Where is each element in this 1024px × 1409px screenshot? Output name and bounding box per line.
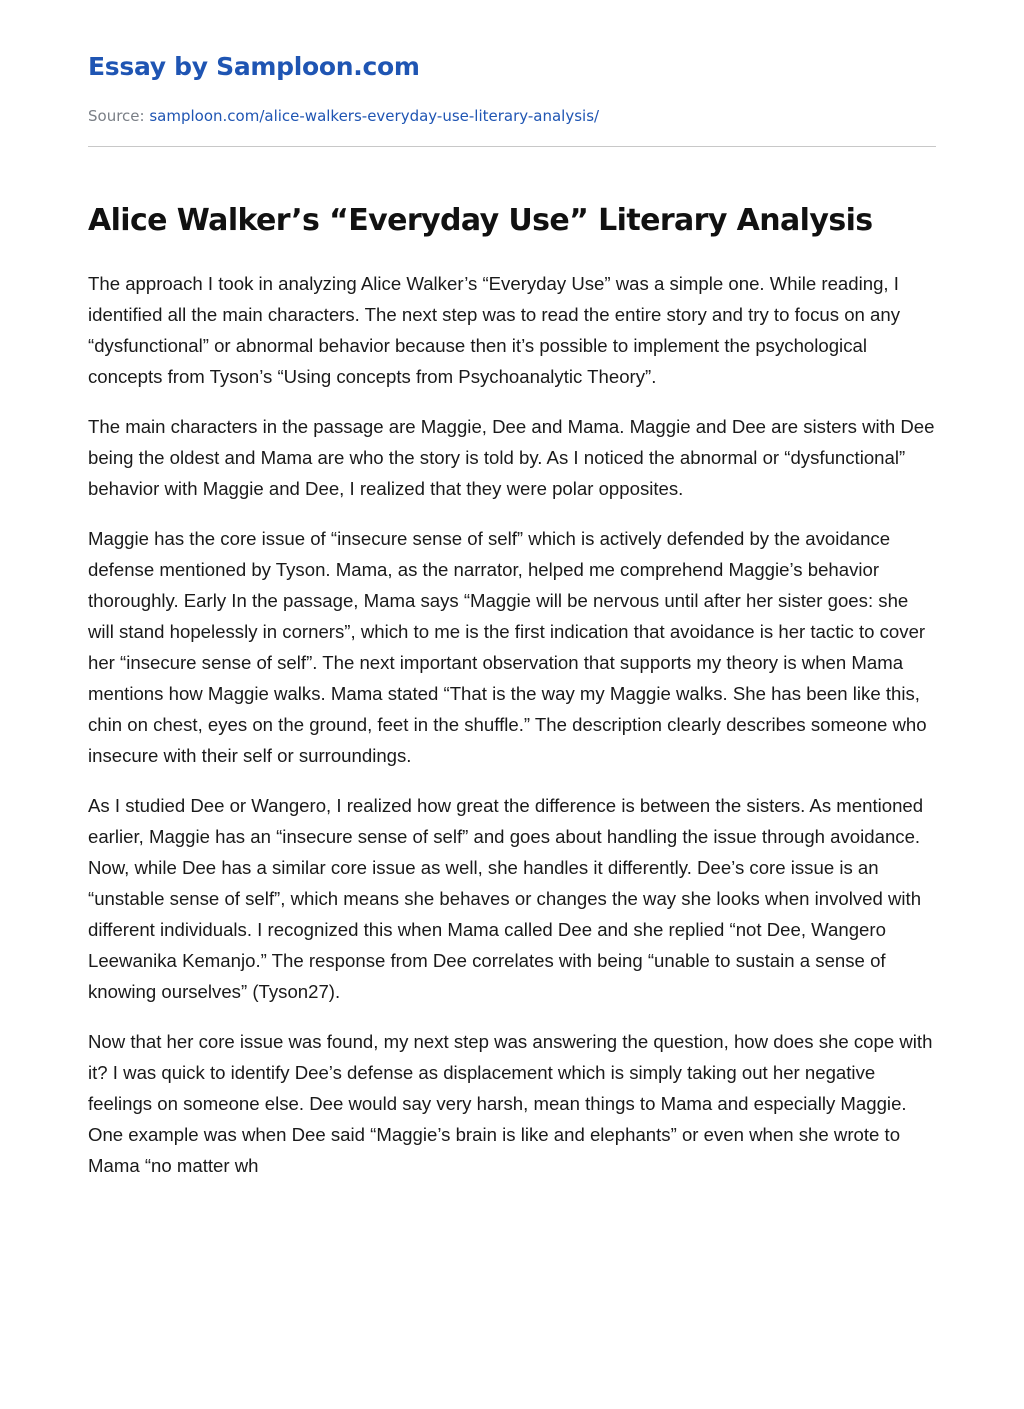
source-label: Source:	[88, 107, 145, 125]
paragraph: The approach I took in analyzing Alice Walker’s “Everyday Use” was a simple one. While reading, I identified all the main characters. The next step was to read the entire story and try to focus on any “dysfunctional” or abnormal behavior because then it’s possible to implement the psychological concepts from Tyson’s “Using concepts from Psychoanalytic Theory”.	[88, 273, 901, 387]
header-divider	[88, 146, 936, 147]
article-body	[88, 268, 936, 1200]
paragraph: Now that her core issue was found, my next step was answering the question, how does she cope with it? I was quick to identify Dee’s defense as displacement which is simply taking out her negative feelings on someone else. Dee would say very harsh, mean things to Mama and especially Maggie. One example was when Dee said “Maggie’s brain is like and elephants” or even when she wrote to Mama “no matter wh	[88, 1031, 933, 1176]
brand-logo-link[interactable]: Essay by Samploon.com	[88, 52, 420, 81]
paragraph: As I studied Dee or Wangero, I realized how great the difference is between the sisters. As mentioned earlier, Maggie has an “insecure sense of self” and goes about handling the issue through avoidance. Now, while Dee has a similar core issue as well, she handles it differently. Dee’s core issue is an “unstable sense of self”, which means she behaves or changes the way she looks when involved with different individuals. I recognized this when Mama called Dee and she replied “not Dee, Wangero Leewanika Kemanjo.” The response from Dee correlates with being “unable to sustain a sense of knowing ourselves” (Tyson27).	[88, 795, 924, 1002]
paragraph: The main characters in the passage are Maggie, Dee and Mama. Maggie and Dee are sisters with Dee being the oldest and Mama are who the story is told by. As I noticed the abnormal or “dysfunctional” behavior with Maggie and Dee, I realized that they were polar opposites.	[88, 416, 935, 499]
paragraph: Maggie has the core issue of “insecure sense of self” which is actively defended by the avoidance defense mentioned by Tyson. Mama, as the narrator, helped me comprehend Maggie’s behavior thoroughly. Early In the passage, Mama says “Maggie will be nervous until after her sister goes: she will stand hopelessly in corners”, which to me is the first indication that avoidance is her tactic to cover her “insecure sense of self”. The next important observation that supports my theory is when Mama mentions how Maggie walks. Mama stated “That is the way my Maggie walks. She has been like this, chin on chest, eyes on the ground, feet in the shuffle.” The description clearly describes someone who insecure with their self or surroundings.	[88, 528, 927, 766]
source-line	[88, 107, 599, 125]
page-title: Alice Walker’s “Everyday Use” Literary Analysis	[88, 203, 873, 238]
source-link[interactable]: samploon.com/alice-walkers-everyday-use-literary-analysis/	[149, 107, 600, 125]
